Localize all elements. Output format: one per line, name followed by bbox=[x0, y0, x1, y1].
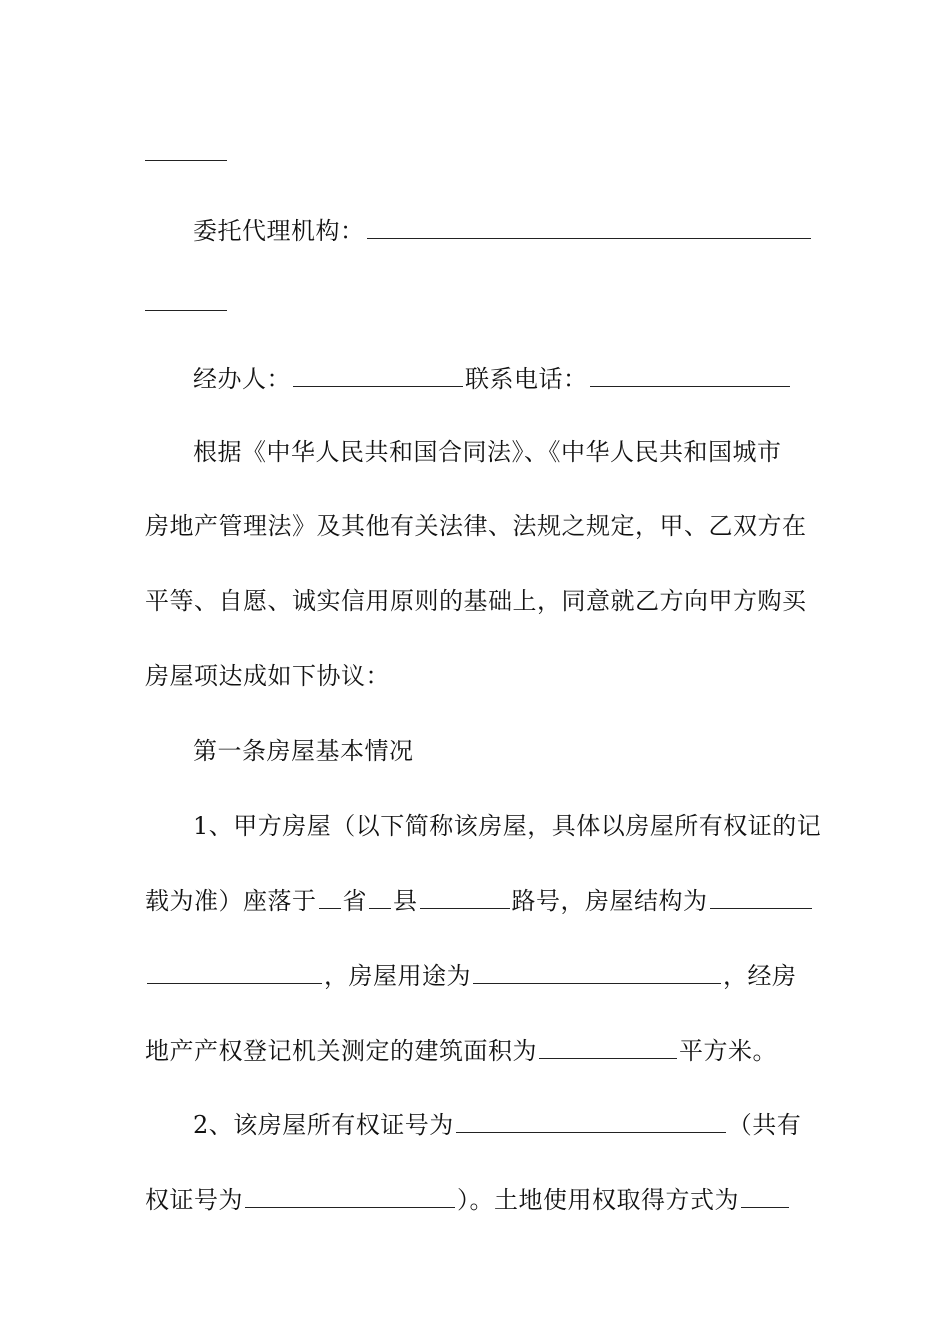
county-label: 县 bbox=[393, 887, 418, 915]
road-blank[interactable] bbox=[420, 884, 510, 909]
land-use-blank[interactable] bbox=[741, 1183, 789, 1208]
handler-row bbox=[193, 362, 858, 395]
usage-blank[interactable] bbox=[473, 959, 721, 984]
joint-label: （共有 bbox=[727, 1111, 802, 1139]
location-label: 载为准）座落于 bbox=[145, 887, 317, 915]
structure-label: 路号，房屋结构为 bbox=[511, 887, 708, 915]
area-unit: 平方米。 bbox=[679, 1037, 777, 1065]
province-label: 省 bbox=[342, 887, 367, 915]
blank-line-second bbox=[145, 310, 227, 311]
structure-blank[interactable] bbox=[710, 884, 812, 909]
paragraph-line: 根据《中华人民共和国合同法》、《中华人民共和国城市 bbox=[193, 438, 782, 466]
phone-blank[interactable] bbox=[590, 362, 790, 387]
certificate-label: 2、该房屋所有权证号为 bbox=[193, 1111, 454, 1139]
agency-row bbox=[193, 214, 858, 247]
item2-joint-row bbox=[145, 1183, 810, 1216]
article-title: 第一条房屋基本情况 bbox=[193, 737, 414, 765]
handler-label: 经办人： bbox=[193, 365, 291, 393]
structure-blank-cont[interactable] bbox=[147, 959, 322, 984]
usage-tail: ，经房 bbox=[723, 962, 797, 990]
joint-certificate-blank[interactable] bbox=[245, 1183, 455, 1208]
land-use-label: ）。土地使用权取得方式为 bbox=[457, 1186, 739, 1214]
area-blank[interactable] bbox=[539, 1034, 677, 1059]
certificate-blank[interactable] bbox=[456, 1108, 726, 1133]
area-label: 地产产权登记机关测定的建筑面积为 bbox=[145, 1037, 537, 1065]
handler-blank[interactable] bbox=[293, 362, 463, 387]
county-blank[interactable] bbox=[369, 884, 391, 909]
item1-area-row bbox=[145, 1034, 810, 1067]
agency-label: 委托代理机构： bbox=[193, 217, 365, 245]
usage-label: ，房屋用途为 bbox=[324, 962, 471, 990]
joint-certificate-label: 权证号为 bbox=[145, 1186, 243, 1214]
agency-blank[interactable] bbox=[367, 214, 811, 239]
paragraph-line: 房屋项达成如下协议： bbox=[145, 662, 390, 690]
item2-row bbox=[193, 1108, 858, 1141]
blank-line-top bbox=[145, 160, 227, 161]
province-blank[interactable] bbox=[319, 884, 341, 909]
paragraph-line: 房地产管理法》及其他有关法律、法规之规定，甲、乙双方在 bbox=[145, 512, 807, 540]
item1-line: 1、甲方房屋（以下简称该房屋，具体以房屋所有权证的记 bbox=[193, 812, 822, 840]
paragraph-line: 平等、自愿、诚实信用原则的基础上，同意就乙方向甲方购买 bbox=[145, 587, 807, 615]
item1-location-row bbox=[145, 884, 810, 917]
item1-usage-row bbox=[145, 959, 810, 992]
phone-label: 联系电话： bbox=[465, 365, 588, 393]
